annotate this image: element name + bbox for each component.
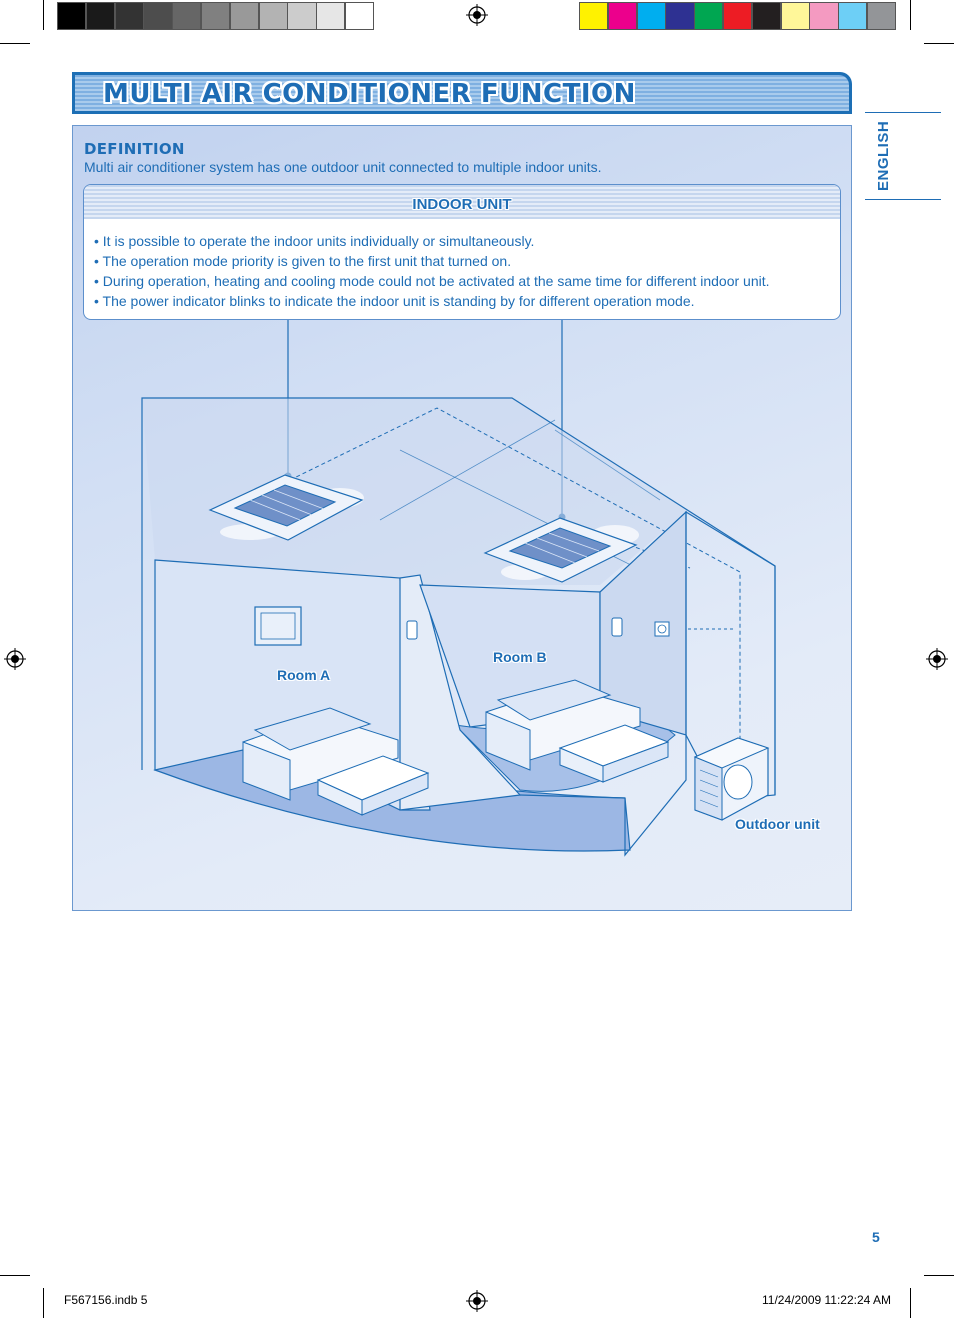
gray-swatch bbox=[115, 2, 144, 30]
color-swatch bbox=[809, 2, 838, 30]
color-swatch bbox=[781, 2, 810, 30]
remote-controller-icon bbox=[407, 621, 417, 639]
color-swatch bbox=[579, 2, 608, 30]
footer-file-label: F567156.indb 5 bbox=[64, 1293, 148, 1307]
color-swatch bbox=[637, 2, 666, 30]
definition-text: Multi air conditioner system has one outdoor unit connected to multiple indoor units. bbox=[84, 159, 602, 175]
gray-swatch bbox=[201, 2, 230, 30]
page-number: 5 bbox=[872, 1229, 880, 1245]
remote-controller-icon bbox=[612, 618, 622, 636]
gray-swatch bbox=[143, 2, 172, 30]
color-swatch bbox=[838, 2, 867, 30]
outdoor-unit-icon bbox=[695, 738, 768, 820]
gray-swatch bbox=[86, 2, 115, 30]
bullet-item: • During operation, heating and cooling mode could not be activated at the same time for different indoor unit. bbox=[94, 273, 770, 289]
color-swatch bbox=[723, 2, 752, 30]
room-a-label: Room A bbox=[277, 667, 331, 683]
indoor-unit-heading: INDOOR UNIT bbox=[412, 196, 512, 213]
gray-swatch bbox=[259, 2, 288, 30]
color-swatch bbox=[665, 2, 694, 30]
bullet-item: • The operation mode priority is given to the first unit that turned on. bbox=[94, 253, 512, 269]
outdoor-unit-label: Outdoor unit bbox=[735, 816, 820, 832]
definition-heading: DEFINITION bbox=[84, 140, 185, 158]
gray-swatch bbox=[287, 2, 316, 30]
room-b-label: Room B bbox=[493, 649, 547, 665]
gray-swatch bbox=[172, 2, 201, 30]
page-title: MULTI AIR CONDITIONER FUNCTION bbox=[103, 79, 636, 109]
footer-timestamp: 11/24/2009 11:22:24 AM bbox=[762, 1293, 891, 1307]
color-swatch bbox=[867, 2, 896, 30]
language-label: ENGLISH bbox=[875, 120, 892, 191]
gray-swatch bbox=[316, 2, 345, 30]
gray-swatch bbox=[230, 2, 259, 30]
bullet-item: • It is possible to operate the indoor units individually or simultaneously. bbox=[94, 233, 535, 249]
color-swatch bbox=[752, 2, 781, 30]
bullet-item: • The power indicator blinks to indicate the indoor unit is standing by for different operation mode. bbox=[94, 293, 695, 309]
color-swatch bbox=[608, 2, 637, 30]
gray-swatch bbox=[57, 2, 86, 30]
wall-thermostat-icon bbox=[655, 622, 669, 636]
color-swatch bbox=[694, 2, 723, 30]
gray-swatch bbox=[345, 2, 374, 30]
